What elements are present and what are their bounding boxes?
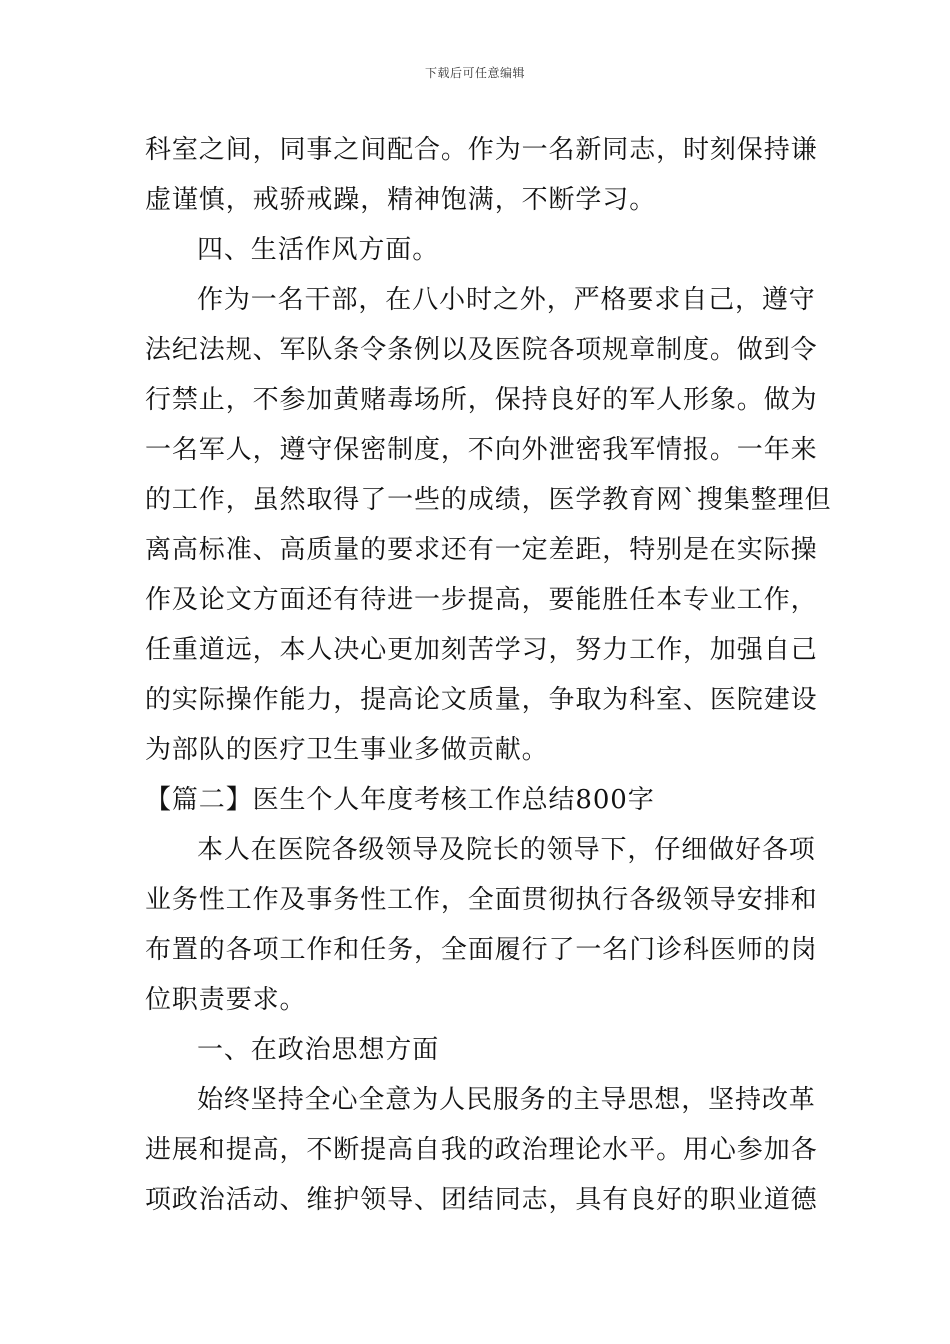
text-line: 作为一名干部，在八小时之外，严格要求自己，遵守 [197, 285, 816, 315]
text-line: 为部队的医疗卫生事业多做贡献。 [145, 735, 549, 765]
text-line: 的实际操作能力，提高论文质量，争取为科室、医院建设 [145, 685, 818, 715]
text-line: 位职责要求。 [145, 985, 307, 1015]
text-line: 法纪法规、军队条令条例以及医院各项规章制度。做到令 [145, 335, 818, 365]
text-line: 业务性工作及事务性工作，全面贯彻执行各级领导安排和 [145, 885, 818, 915]
text-line: 离高标准、高质量的要求还有一定差距，特别是在实际操 [145, 535, 818, 565]
article-title: 【篇二】医生个人年度考核工作总结800字 [145, 785, 655, 815]
text-line: 作及论文方面还有待进一步提高，要能胜任本专业工作， [145, 585, 818, 615]
text-line: 进展和提高，不断提高自我的政治理论水平。用心参加各 [145, 1135, 818, 1165]
text-line: 始终坚持全心全意为人民服务的主导思想，坚持改革 [197, 1085, 816, 1115]
text-line: 一名军人，遵守保密制度，不向外泄密我军情报。一年来 [145, 435, 818, 465]
text-line: 的工作，虽然取得了一些的成绩，医学教育网`搜集整理但 [145, 485, 832, 515]
section-heading: 一、在政治思想方面 [197, 1035, 440, 1065]
text-line: 任重道远，本人决心更加刻苦学习，努力工作，加强自己 [145, 635, 818, 665]
page-header: 下载后可任意编辑 [424, 66, 525, 80]
section-heading: 四、生活作风方面。 [197, 235, 440, 265]
text-line: 科室之间，同事之间配合。作为一名新同志，时刻保持谦 [145, 135, 818, 165]
text-line: 项政治活动、维护领导、团结同志，具有良好的职业道德 [145, 1185, 818, 1215]
text-line: 行禁止，不参加黄赌毒场所，保持良好的军人形象。做为 [145, 385, 818, 415]
text-line: 本人在医院各级领导及院长的领导下，仔细做好各项 [197, 835, 816, 865]
text-line: 虚谨慎，戒骄戒躁，精神饱满，不断学习。 [145, 185, 657, 215]
text-line: 布置的各项工作和任务，全面履行了一名门诊科医师的岗 [145, 935, 818, 965]
